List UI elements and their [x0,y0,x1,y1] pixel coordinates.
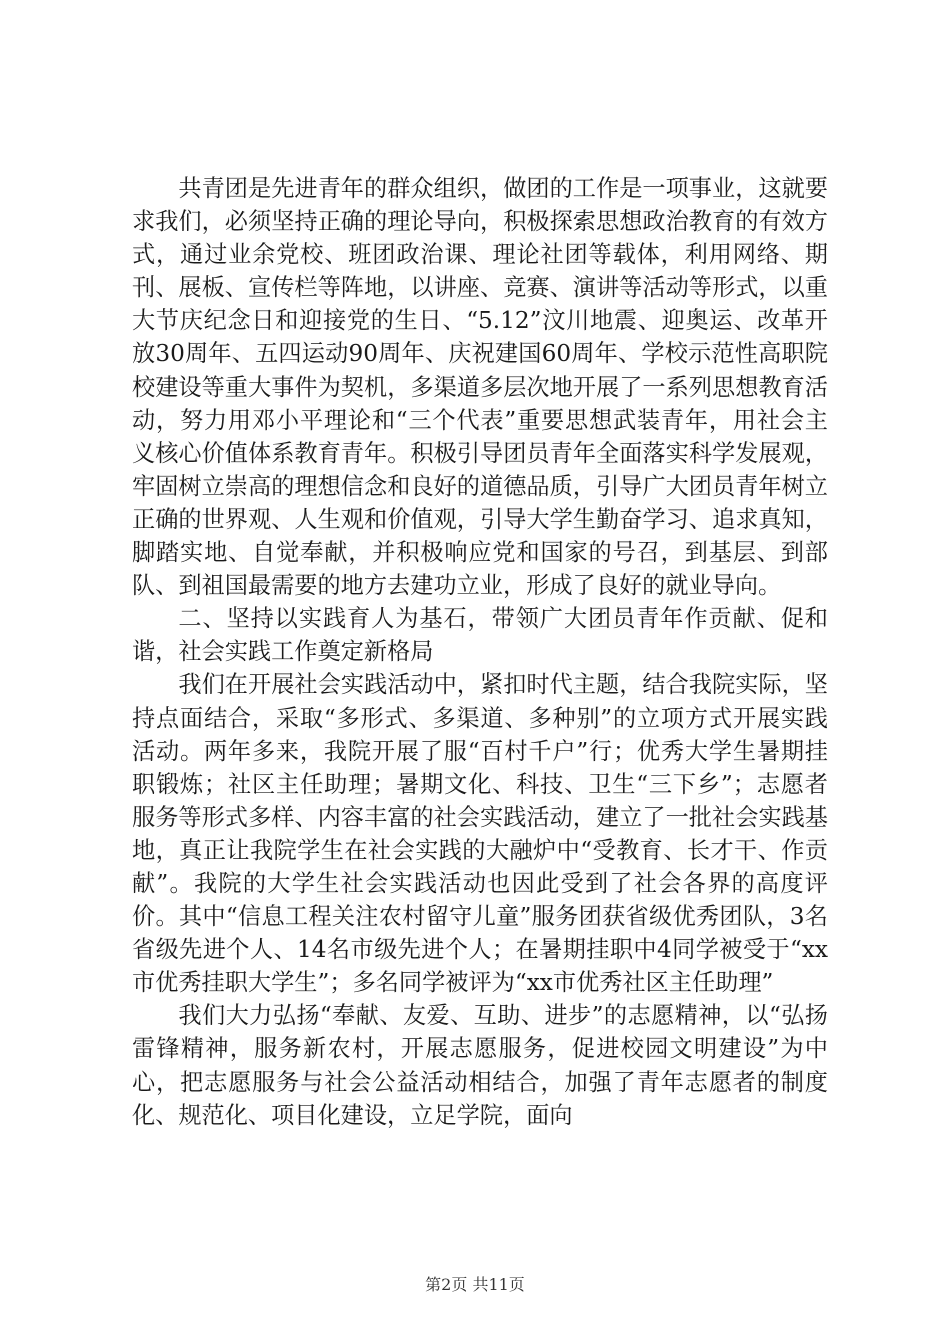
body-text [132,172,828,1132]
page-footer: 第2页 共11页 [425,1275,525,1294]
section-heading: 二、坚持以实践育人为基石，带领广大团员青年作贡献、促和谐，社会实践工作奠定新格局 [132,605,828,666]
paragraph-3: 我们大力弘扬“奉献、友爱、互助、进步”的志愿精神，以“弘扬雷锋精神，服务新农村，开展志愿服务，促进校园文明建设”为中心，把志愿服务与社会公益活动相结合，加强了青年志愿者的制度化、规范化、项目化建设，立足学院，面向 [132,1002,828,1129]
paragraph-2: 我们在开展社会实践活动中，紧扣时代主题，结合我院实际，坚持点面结合，采取“多形式、多渠道、多种别”的立项方式开展实践活动。两年多来，我院开展了服“百村千户”行；优秀大学生暑期挂职锻炼；社区主任助理；暑期文化、科技、卫生“三下乡”；志愿者服务等形式多样、内容丰富的社会实践活动，建立了一批社会实践基地，真正让我院学生在社会实践的大融炉中“受教育、长才干、作贡献”。我院的大学生社会实践活动也因此受到了社会各界的高度评价。其中“信息工程关注农村留守儿童”服务团获省级优秀团队，3名省级先进个人、14名市级先进个人；在暑期挂职中4同学被受于“xx市优秀挂职大学生”；多名同学被评为“xx市优秀社区主任助理” [132,671,828,997]
paragraph-1: 共青团是先进青年的群众组织，做团的工作是一项事业，这就要求我们，必须坚持正确的理论导向，积极探索思想政治教育的有效方式，通过业余党校、班团政治课、理论社团等载体，利用网络、期刊、展板、宣传栏等阵地，以讲座、竞赛、演讲等活动等形式，以重大节庆纪念日和迎接党的生日、“5.12”汶川地震、迎奥运、改革开放30周年、五四运动90周年、庆祝建国60周年、学校示范性高职院校建设等重大事件为契机，多渠道多层次地开展了一系列思想教育活动，努力用邓小平理论和“三个代表”重要思想武装青年，用社会主义核心价值体系教育青年。积极引导团员青年全面落实科学发展观，牢固树立崇高的理想信念和良好的道德品质，引导广大团员青年树立正确的世界观、人生观和价值观，引导大学生勤奋学习、追求真知，脚踏实地、自觉奉献，并积极响应党和国家的号召，到基层、到部队、到祖国最需要的地方去建功立业，形成了良好的就业导向。 [132,175,828,600]
